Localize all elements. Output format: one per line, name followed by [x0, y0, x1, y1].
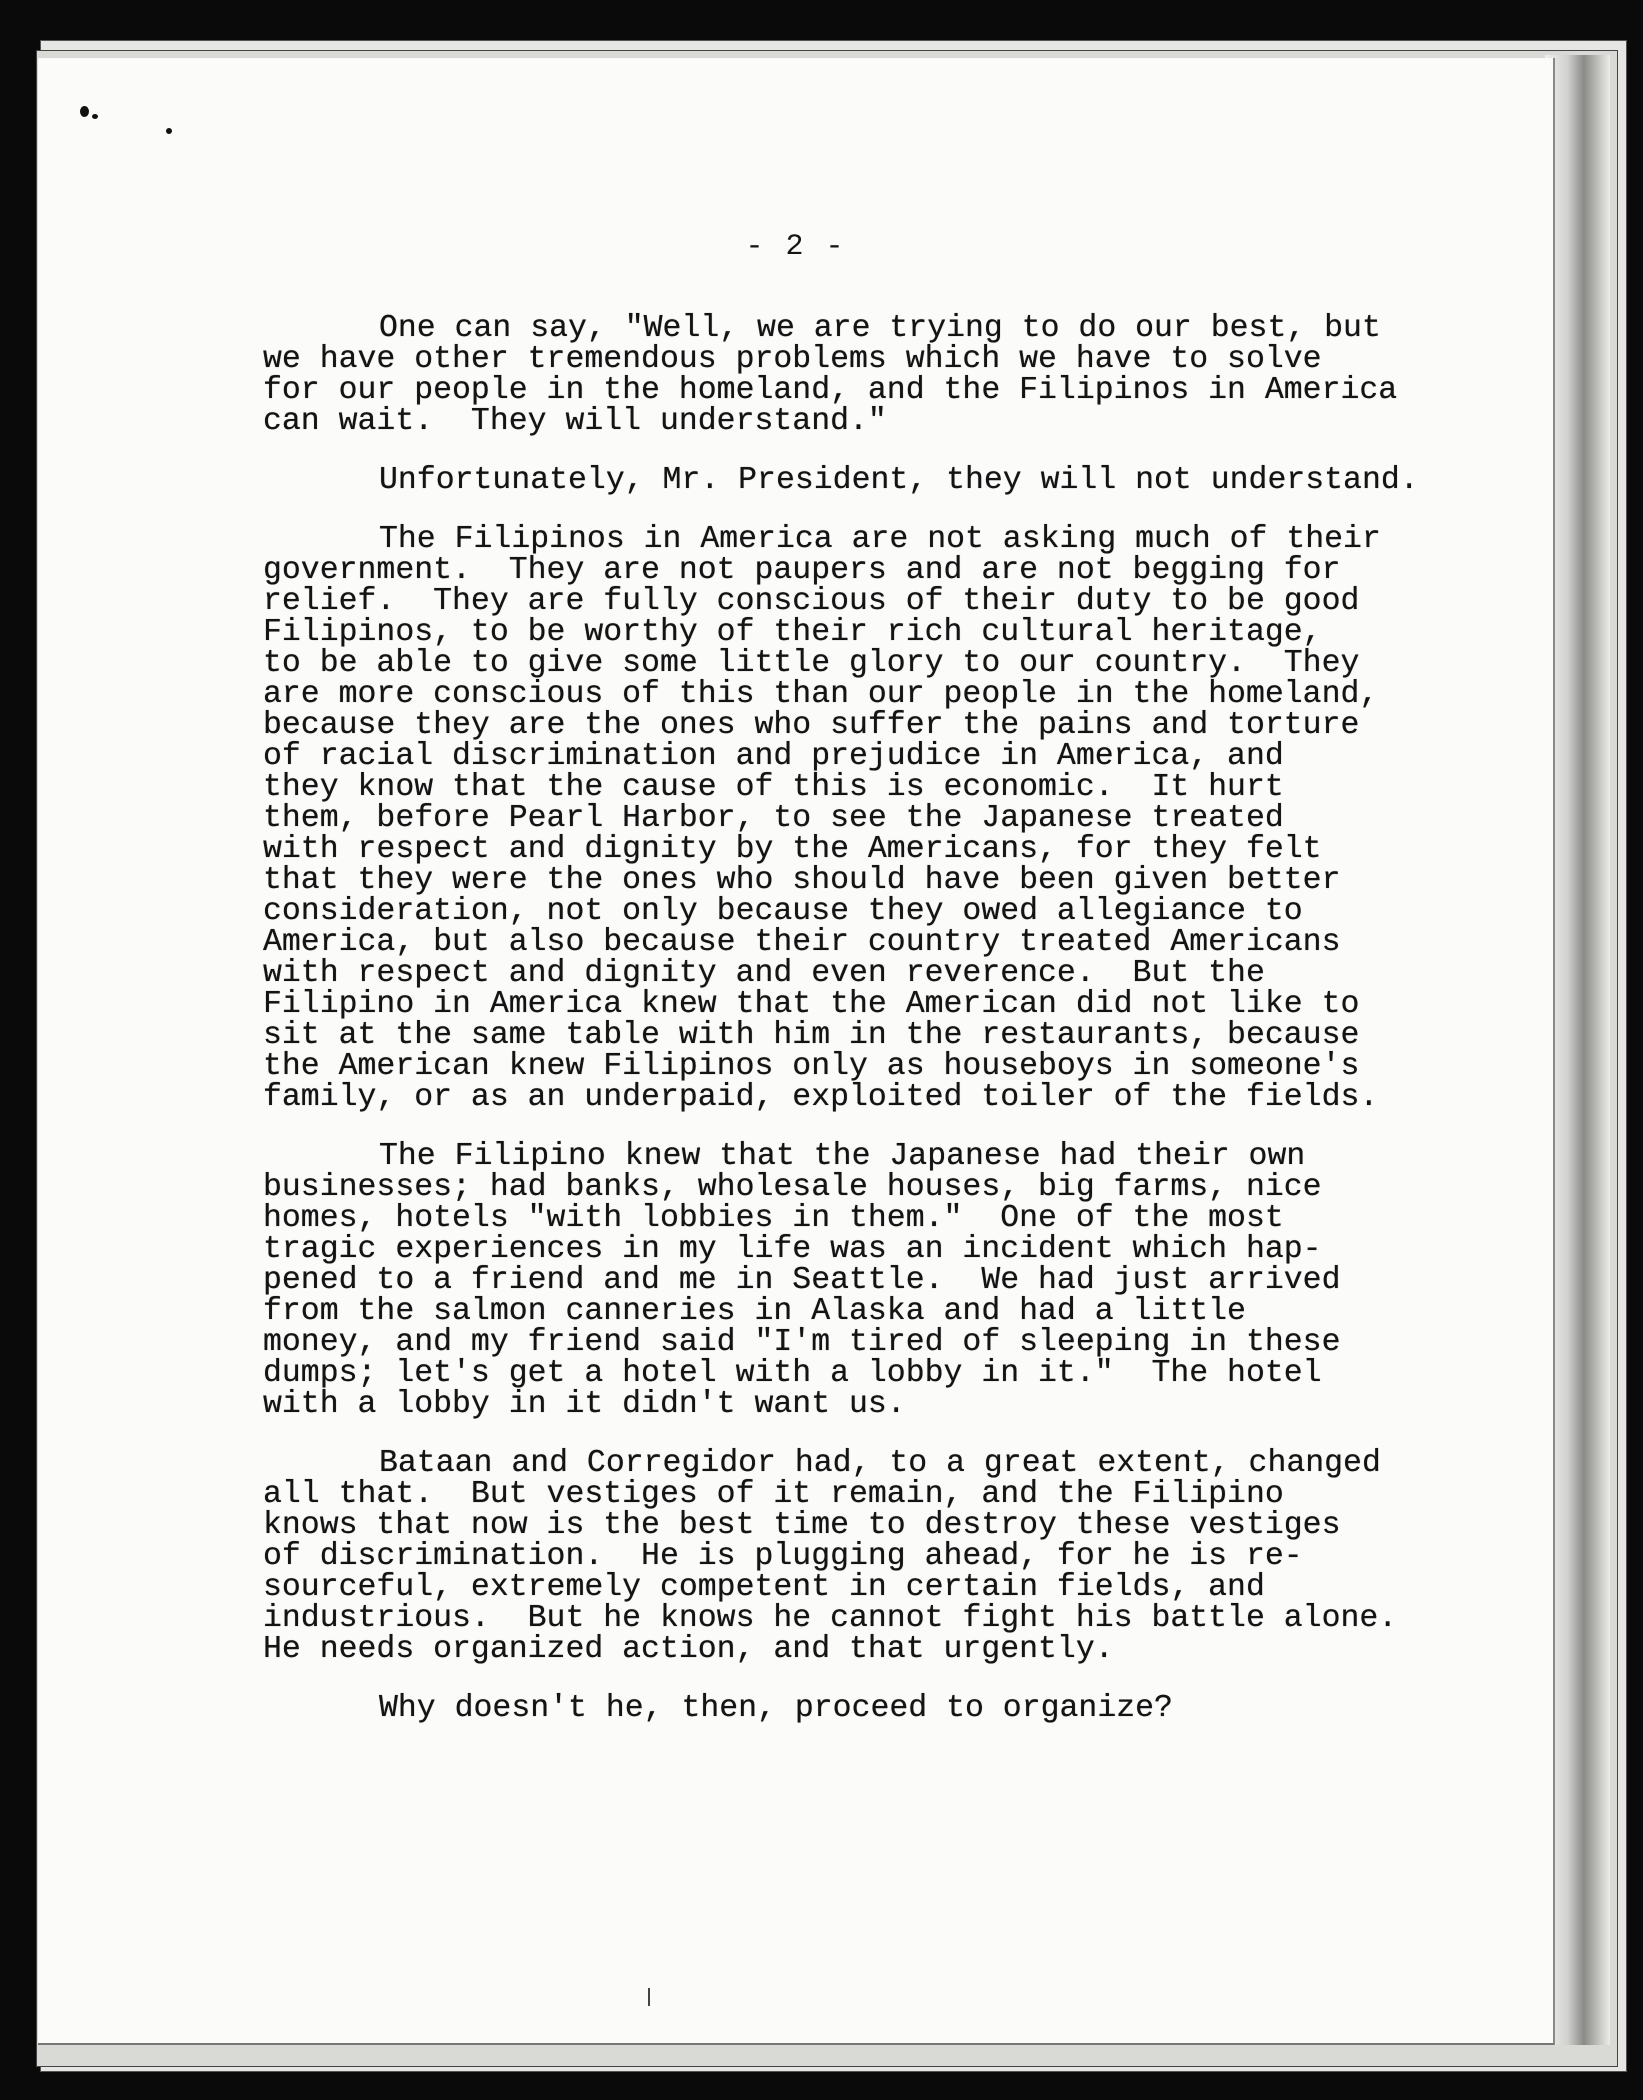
- page-number: - 2 -: [745, 230, 846, 264]
- paragraph: [263, 1141, 1468, 1420]
- text-line: consideration, not only because they owed allegiance to: [263, 894, 1303, 929]
- paragraph: [263, 1693, 1468, 1724]
- text-line: that they were the ones who should have been given better: [263, 863, 1341, 898]
- text-line: America, but also because their country treated Americans: [263, 925, 1341, 960]
- text-line: we have other tremendous problems which we have to solve: [263, 342, 1322, 377]
- text-line: sit at the same table with him in the restaurants, because: [263, 1018, 1360, 1053]
- ink-speck: [166, 128, 172, 134]
- paper-mark: [648, 1988, 650, 2006]
- text-line: from the salmon canneries in Alaska and had a little: [263, 1294, 1246, 1329]
- text-line: Unfortunately, Mr. President, they will not understand.: [379, 463, 1419, 498]
- text-line: them, before Pearl Harbor, to see the Japanese treated: [263, 801, 1284, 836]
- ink-speck: [80, 106, 89, 117]
- text-line: of discrimination. He is plugging ahead, for he is re-: [263, 1539, 1303, 1574]
- paragraph: [263, 1448, 1468, 1665]
- text-line: tragic experiences in my life was an incident which hap-: [263, 1232, 1322, 1267]
- typed-page: [38, 58, 1555, 2045]
- text-line: Bataan and Corregidor had, to a great extent, changed: [379, 1446, 1381, 1481]
- text-line: for our people in the homeland, and the Filipinos in America: [263, 373, 1398, 408]
- ink-speck: [92, 114, 98, 119]
- text-line: because they are the ones who suffer the pains and torture: [263, 708, 1360, 743]
- text-line: businesses; had banks, wholesale houses, big farms, nice: [263, 1170, 1322, 1205]
- text-line: all that. But vestiges of it remain, and the Filipino: [263, 1477, 1284, 1512]
- text-line: pened to a friend and me in Seattle. We had just arrived: [263, 1263, 1341, 1298]
- letter-body: [263, 313, 1468, 1752]
- text-line: with respect and dignity by the Americans, for they felt: [263, 832, 1322, 867]
- text-line: Why doesn't he, then, proceed to organize?: [379, 1691, 1173, 1726]
- text-line: knows that now is the best time to destroy these vestiges: [263, 1508, 1341, 1543]
- text-line: are more conscious of this than our people in the homeland,: [263, 677, 1379, 712]
- text-line: the American knew Filipinos only as houseboys in someone's: [263, 1049, 1360, 1084]
- text-line: Filipinos, to be worthy of their rich cultural heritage,: [263, 615, 1322, 650]
- text-line: can wait. They will understand.": [263, 404, 887, 439]
- paragraph: [263, 313, 1468, 437]
- text-line: homes, hotels "with lobbies in them." One of the most: [263, 1201, 1284, 1236]
- paragraph: [263, 524, 1468, 1113]
- text-line: industrious. But he knows he cannot fight his battle alone.: [263, 1601, 1398, 1636]
- text-line: He needs organized action, and that urgently.: [263, 1632, 1114, 1667]
- text-line: with respect and dignity and even reverence. But the: [263, 956, 1265, 991]
- text-line: The Filipino knew that the Japanese had their own: [379, 1139, 1306, 1174]
- text-line: family, or as an underpaid, exploited toiler of the fields.: [263, 1080, 1379, 1115]
- text-line: money, and my friend said "I'm tired of sleeping in these: [263, 1325, 1341, 1360]
- paragraph: [263, 465, 1468, 496]
- text-line: sourceful, extremely competent in certain fields, and: [263, 1570, 1265, 1605]
- text-line: dumps; let's get a hotel with a lobby in it." The hotel: [263, 1356, 1322, 1391]
- text-line: they know that the cause of this is economic. It hurt: [263, 770, 1284, 805]
- text-line: The Filipinos in America are not asking much of their: [379, 522, 1381, 557]
- text-line: of racial discrimination and prejudice in America, and: [263, 739, 1284, 774]
- text-line: with a lobby in it didn't want us.: [263, 1387, 906, 1422]
- text-line: relief. They are fully conscious of their duty to be good: [263, 584, 1360, 619]
- text-line: Filipino in America knew that the American did not like to: [263, 987, 1360, 1022]
- text-line: One can say, "Well, we are trying to do our best, but: [379, 311, 1381, 346]
- text-line: government. They are not paupers and are not begging for: [263, 553, 1341, 588]
- text-line: to be able to give some little glory to our country. They: [263, 646, 1360, 681]
